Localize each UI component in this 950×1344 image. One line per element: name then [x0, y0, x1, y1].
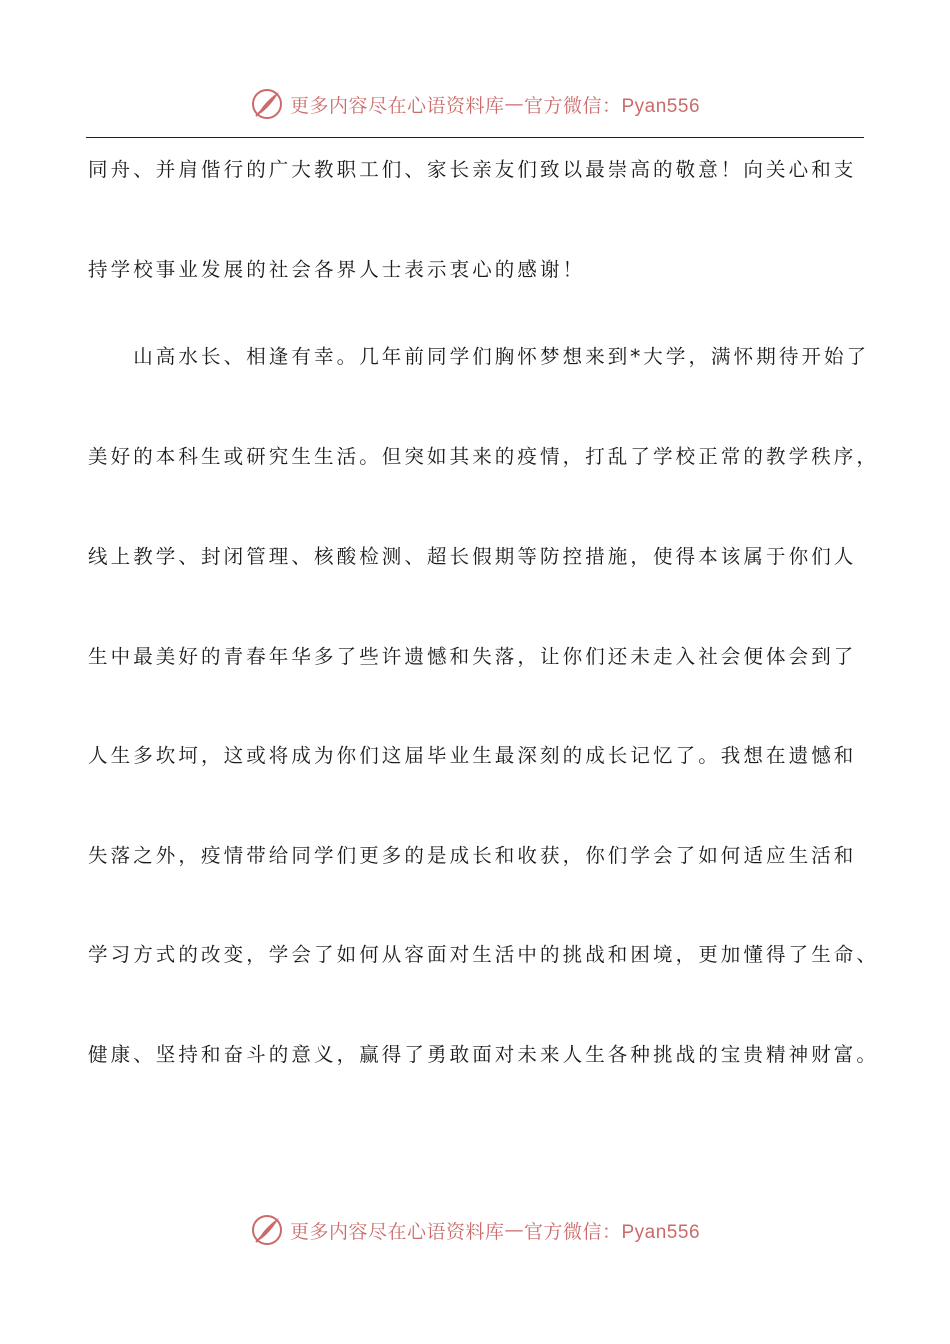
body-line-6: 生中最美好的青春年华多了些许遗憾和失落，让你们还未走入社会便体会到了 [88, 645, 857, 668]
body-line-7: 人生多坎坷，这或将成为你们这届毕业生最深刻的成长记忆了。我想在遗憾和 [88, 744, 857, 767]
body-line-1: 同舟、并肩偕行的广大教职工们、家长亲友们致以最崇高的敬意！向关心和支 [88, 158, 857, 181]
header-dash: — [504, 93, 524, 115]
quill-pen-icon [250, 1213, 284, 1247]
body-line-8: 失落之外，疫情带给同学们更多的是成长和收获，你们学会了如何适应生活和 [88, 844, 857, 867]
body-line-4: 美好的本科生或研究生生活。但突如其来的疫情，打乱了学校正常的教学秩序， [88, 445, 880, 468]
header-wechat-text: 官方微信：Pyan556 [524, 95, 701, 117]
body-line-10: 健康、坚持和奋斗的意义，赢得了勇敢面对未来人生各种挑战的宝贵精神财富。 [88, 1043, 880, 1066]
footer-brand-text: 更多内容尽在心语资料库 [289, 1220, 505, 1243]
body-line-3: 山高水长、相逢有幸。几年前同学们胸怀梦想来到*大学，满怀期待开始了 [88, 345, 870, 368]
footer-dash: — [504, 1219, 524, 1241]
footer-watermark [0, 1208, 950, 1252]
footer-wechat-text: 官方微信：Pyan556 [524, 1221, 701, 1243]
body-line-2: 持学校事业发展的社会各界人士表示衷心的感谢！ [88, 258, 586, 281]
body-line-5: 线上教学、封闭管理、核酸检测、超长假期等防控措施，使得本该属于你们人 [88, 545, 857, 568]
header-brand-text: 更多内容尽在心语资料库 [289, 94, 505, 117]
header-watermark [0, 82, 950, 126]
body-line-9: 学习方式的改变，学会了如何从容面对生活中的挑战和困境，更加懂得了生命、 [88, 943, 880, 966]
quill-pen-icon [250, 87, 284, 121]
header-divider [86, 137, 864, 138]
